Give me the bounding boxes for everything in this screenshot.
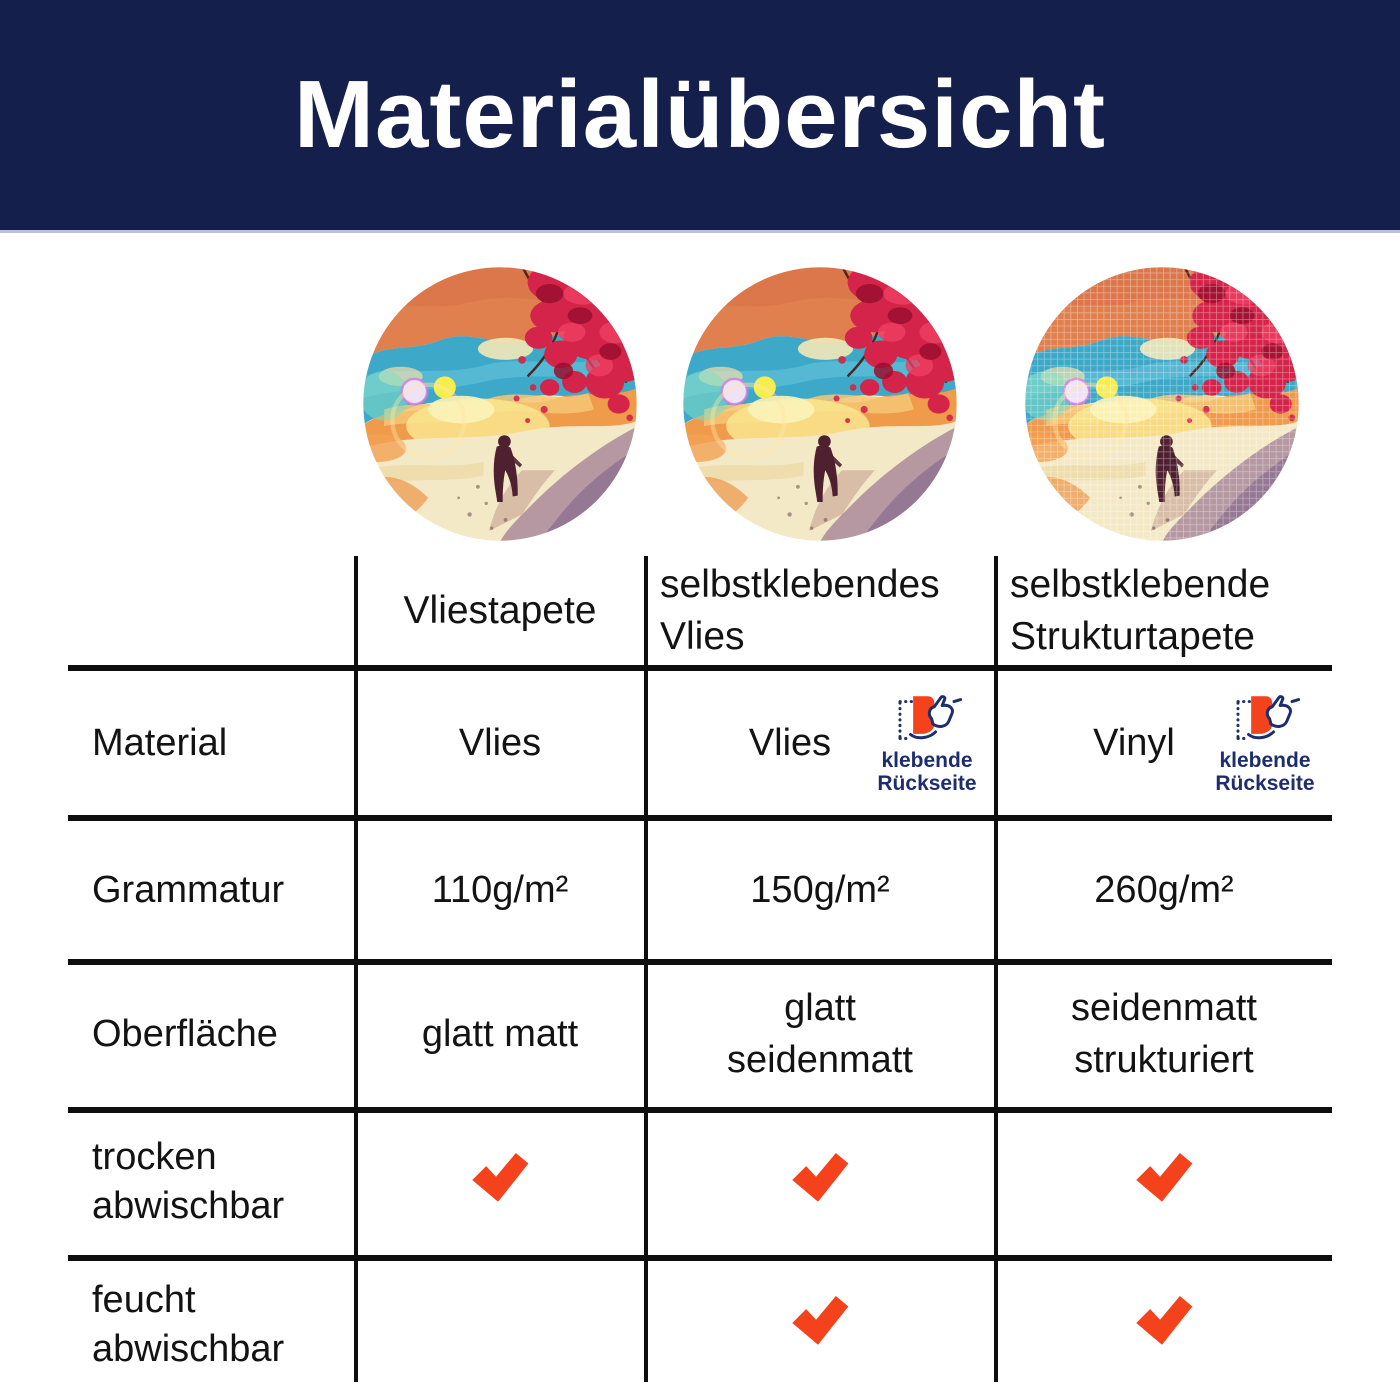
- column-header-selbstklebendes-vlies: [646, 556, 994, 665]
- cell-trocken-col3: [996, 1113, 1332, 1251]
- grammatur-value: 260g/m²: [1094, 869, 1234, 911]
- header-banner: [0, 0, 1400, 233]
- cell-feucht-col2: [646, 1261, 994, 1388]
- cell-grammatur-col2: [646, 821, 994, 959]
- cell-oberflaeche-col1: [356, 965, 644, 1103]
- check-icon: [787, 1292, 853, 1358]
- material-value: Vlies: [458, 722, 542, 764]
- row-label-oberflaeche: [68, 965, 354, 1103]
- column-header-text: selbstklebende: [1010, 562, 1271, 606]
- row-label-text: trocken: [92, 1136, 217, 1178]
- product-image-selbstklebende-strukturtapete: [1024, 266, 1300, 542]
- adhesive-backing-badge: [1212, 691, 1318, 795]
- row-label-text: abwischbar: [92, 1327, 285, 1370]
- column-header-selbstklebende-strukturtapete: [996, 556, 1332, 665]
- badge-text-line: klebende: [881, 749, 973, 772]
- adhesive-backing-badge: [874, 691, 980, 795]
- check-icon: [1131, 1149, 1197, 1215]
- peel-sticker-icon: [1225, 691, 1305, 749]
- product-image-selbstklebendes-vlies: [682, 266, 958, 542]
- row-label-grammatur: [68, 821, 354, 959]
- column-header-text: Strukturtapete: [1010, 614, 1255, 658]
- page-title: Materialübersicht: [294, 61, 1106, 168]
- badge-text-line: klebende: [1219, 749, 1311, 772]
- column-header-vliestapete: [356, 556, 644, 665]
- row-label-text: feucht: [92, 1278, 196, 1321]
- row-label-text: Material: [92, 721, 228, 764]
- column-header-text: selbstklebendes: [660, 562, 940, 606]
- badge-text-line: Rückseite: [877, 772, 977, 795]
- oberflaeche-value: strukturiert: [1074, 1039, 1254, 1081]
- oberflaeche-value: glatt matt: [421, 1013, 579, 1055]
- oberflaeche-value: seidenmatt: [727, 1039, 913, 1081]
- oberflaeche-value: glatt: [784, 987, 856, 1029]
- material-value: Vinyl: [1093, 722, 1175, 764]
- column-header-text: Vlies: [660, 614, 745, 658]
- oberflaeche-value: seidenmatt: [1071, 987, 1257, 1029]
- check-icon: [1131, 1292, 1197, 1358]
- cell-oberflaeche-col2: [646, 965, 994, 1103]
- row-label-trocken-abwischbar: [68, 1113, 354, 1251]
- cell-feucht-col3: [996, 1261, 1332, 1388]
- cell-feucht-col1: [356, 1261, 644, 1388]
- peel-sticker-icon: [887, 691, 967, 749]
- material-value: Vlies: [748, 722, 832, 764]
- cell-material-col1: [356, 671, 644, 815]
- grammatur-value: 150g/m²: [750, 869, 890, 911]
- cell-trocken-col2: [646, 1113, 994, 1251]
- product-image-vliestapete: [362, 266, 638, 542]
- row-label-text: Grammatur: [92, 868, 285, 911]
- cell-grammatur-col3: [996, 821, 1332, 959]
- cell-trocken-col1: [356, 1113, 644, 1251]
- cell-oberflaeche-col3: [996, 965, 1332, 1103]
- badge-text-line: Rückseite: [1215, 772, 1315, 795]
- column-header-text: Vliestapete: [403, 588, 597, 632]
- check-icon: [467, 1149, 533, 1215]
- cell-grammatur-col1: [356, 821, 644, 959]
- row-label-material: [68, 671, 354, 815]
- row-label-feucht-abwischbar: [68, 1261, 354, 1388]
- grammatur-value: 110g/m²: [431, 869, 569, 911]
- row-label-text: abwischbar: [92, 1185, 285, 1227]
- cell-material-col3: [996, 671, 1332, 815]
- cell-material-col2: [646, 671, 994, 815]
- check-icon: [787, 1149, 853, 1215]
- row-label-text: Oberfläche: [92, 1012, 278, 1055]
